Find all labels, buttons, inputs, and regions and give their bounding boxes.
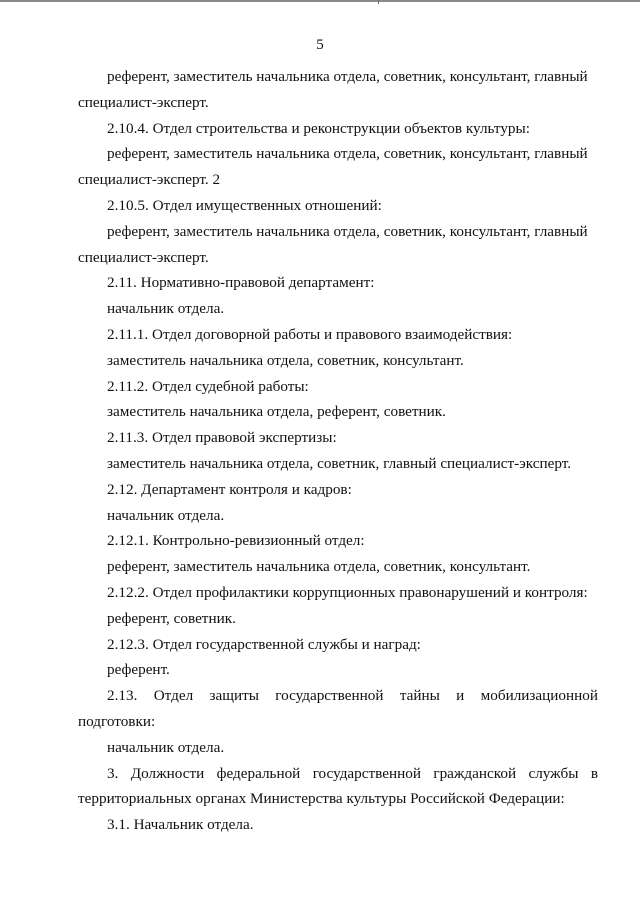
text-line: референт, заместитель начальника отдела, советник, консультант, главный <box>107 222 588 240</box>
text-line: заместитель начальника отдела, референт, советник. <box>107 403 446 421</box>
text-line: 2.12.2. Отдел профилактики коррупционных правонарушений и контроля: <box>107 583 588 601</box>
text-line: 2.13. Отдел защиты государственной тайны и мобилизационной <box>107 687 598 705</box>
text-line: начальник отдела. <box>107 738 225 756</box>
text-line: 2.12.1. Контрольно-ревизионный отдел: <box>107 532 365 550</box>
text-line: 2.10.5. Отдел имущественных отношений: <box>107 196 382 214</box>
text-line: референт, советник. <box>107 609 236 627</box>
text-line: 3.1. Начальник отдела. <box>107 816 254 834</box>
text-line: 2.10.4. Отдел строительства и реконструкции объектов культуры: <box>107 119 530 137</box>
page-number: 5 <box>316 37 324 53</box>
text-line: 2.11.1. Отдел договорной работы и правового взаимодействия: <box>107 325 513 343</box>
scan-edge <box>0 0 640 2</box>
text-line: территориальных органах Министерства культуры Российской Федерации: <box>78 790 565 808</box>
text-line: начальник отдела. <box>107 506 225 524</box>
text-line: референт, заместитель начальника отдела, советник, консультант. <box>107 558 531 576</box>
text-line: специалист-эксперт. <box>78 248 209 266</box>
text-line: 2.12. Департамент контроля и кадров: <box>107 480 352 498</box>
text-line: специалист-эксперт. 2 <box>78 171 221 189</box>
text-line: 2.11.3. Отдел правовой экспертизы: <box>107 429 337 447</box>
text-line: референт, заместитель начальника отдела, советник, консультант, главный <box>107 68 588 85</box>
text-line: 2.11. Нормативно-правовой департамент: <box>107 274 375 292</box>
text-line: заместитель начальника отдела, советник, главный специалист-эксперт. <box>107 454 572 472</box>
text-line: специалист-эксперт. <box>78 93 209 111</box>
text-line: начальник отдела. <box>107 300 225 318</box>
document-body <box>78 64 598 838</box>
text-line: референт, заместитель начальника отдела, советник, консультант, главный <box>107 145 588 163</box>
text-line: подготовки: <box>78 712 156 730</box>
text-line: 3. Должности федеральной государственной гражданской службы в <box>107 764 598 782</box>
text-line: референт. <box>107 661 170 679</box>
text-line: 2.11.2. Отдел судебной работы: <box>107 377 309 395</box>
text-line: 2.12.3. Отдел государственной службы и наград: <box>107 635 421 653</box>
text-line: заместитель начальника отдела, советник, консультант. <box>107 351 464 369</box>
